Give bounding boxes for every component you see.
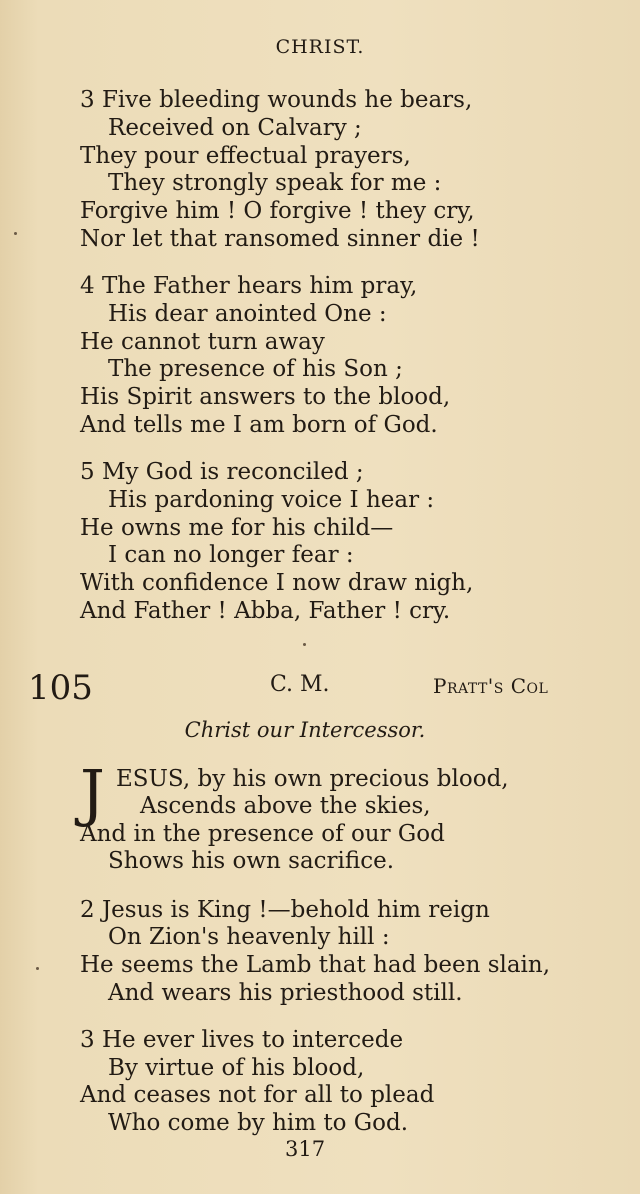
hymn-number: 105	[28, 668, 93, 708]
verse-line: They pour effectual prayers,	[80, 143, 411, 169]
verse-line: Shows his own sacrifice.	[108, 848, 395, 874]
verse-line: By virtue of his blood,	[108, 1055, 365, 1081]
verse-line: On Zion's heavenly hill :	[108, 924, 390, 950]
verse-line: And in the presence of our God	[80, 821, 445, 847]
verse-line: Received on Calvary ;	[108, 115, 362, 141]
verse-line: I can no longer fear :	[108, 542, 354, 568]
verse-line: He owns me for his child—	[80, 515, 394, 541]
verse-line: And ceases not for all to plead	[80, 1082, 435, 1108]
verse-line: And wears his priesthood still.	[108, 980, 463, 1006]
verse-line: Nor let that ransomed sinner die !	[80, 226, 480, 252]
verse-line: ESUS, by his own precious blood,	[116, 766, 509, 792]
verse-line: 2 Jesus is King !—behold him reign	[80, 897, 490, 923]
verse-line: With confidence I now draw nigh,	[80, 570, 474, 596]
verse-line: He seems the Lamb that had been slain,	[80, 952, 551, 978]
page-number: 317	[285, 1137, 326, 1161]
verse-line: Forgive him ! O forgive ! they cry,	[80, 198, 475, 224]
running-head: CHRIST.	[275, 36, 365, 58]
verse-line: His dear anointed One :	[108, 301, 387, 327]
verse-line: And Father ! Abba, Father ! cry.	[80, 598, 451, 624]
verse-line: His pardoning voice I hear :	[108, 487, 435, 513]
ink-speck	[36, 967, 39, 970]
verse-line: 4 The Father hears him pray,	[80, 273, 418, 299]
verse-line: 3 Five bleeding wounds he bears,	[80, 87, 473, 113]
hymn-tune: Pratt's Col	[433, 674, 549, 698]
ink-speck	[303, 643, 306, 646]
verse-line: Ascends above the skies,	[140, 793, 431, 819]
verse-line: He cannot turn away	[80, 329, 325, 355]
verse-line: 5 My God is reconciled ;	[80, 459, 364, 485]
verse-line: 3 He ever lives to intercede	[80, 1027, 404, 1053]
verse-line: The presence of his Son ;	[108, 356, 403, 382]
verse-line: They strongly speak for me :	[108, 170, 442, 196]
verse-line: Who come by him to God.	[108, 1110, 409, 1136]
verse-line: His Spirit answers to the blood,	[80, 384, 451, 410]
ink-speck	[14, 232, 17, 235]
drop-cap: J	[80, 756, 105, 829]
verse-line: And tells me I am born of God.	[80, 412, 438, 438]
hymn-meter: C. M.	[270, 672, 330, 697]
hymn-title: Christ our Intercessor.	[184, 718, 426, 742]
